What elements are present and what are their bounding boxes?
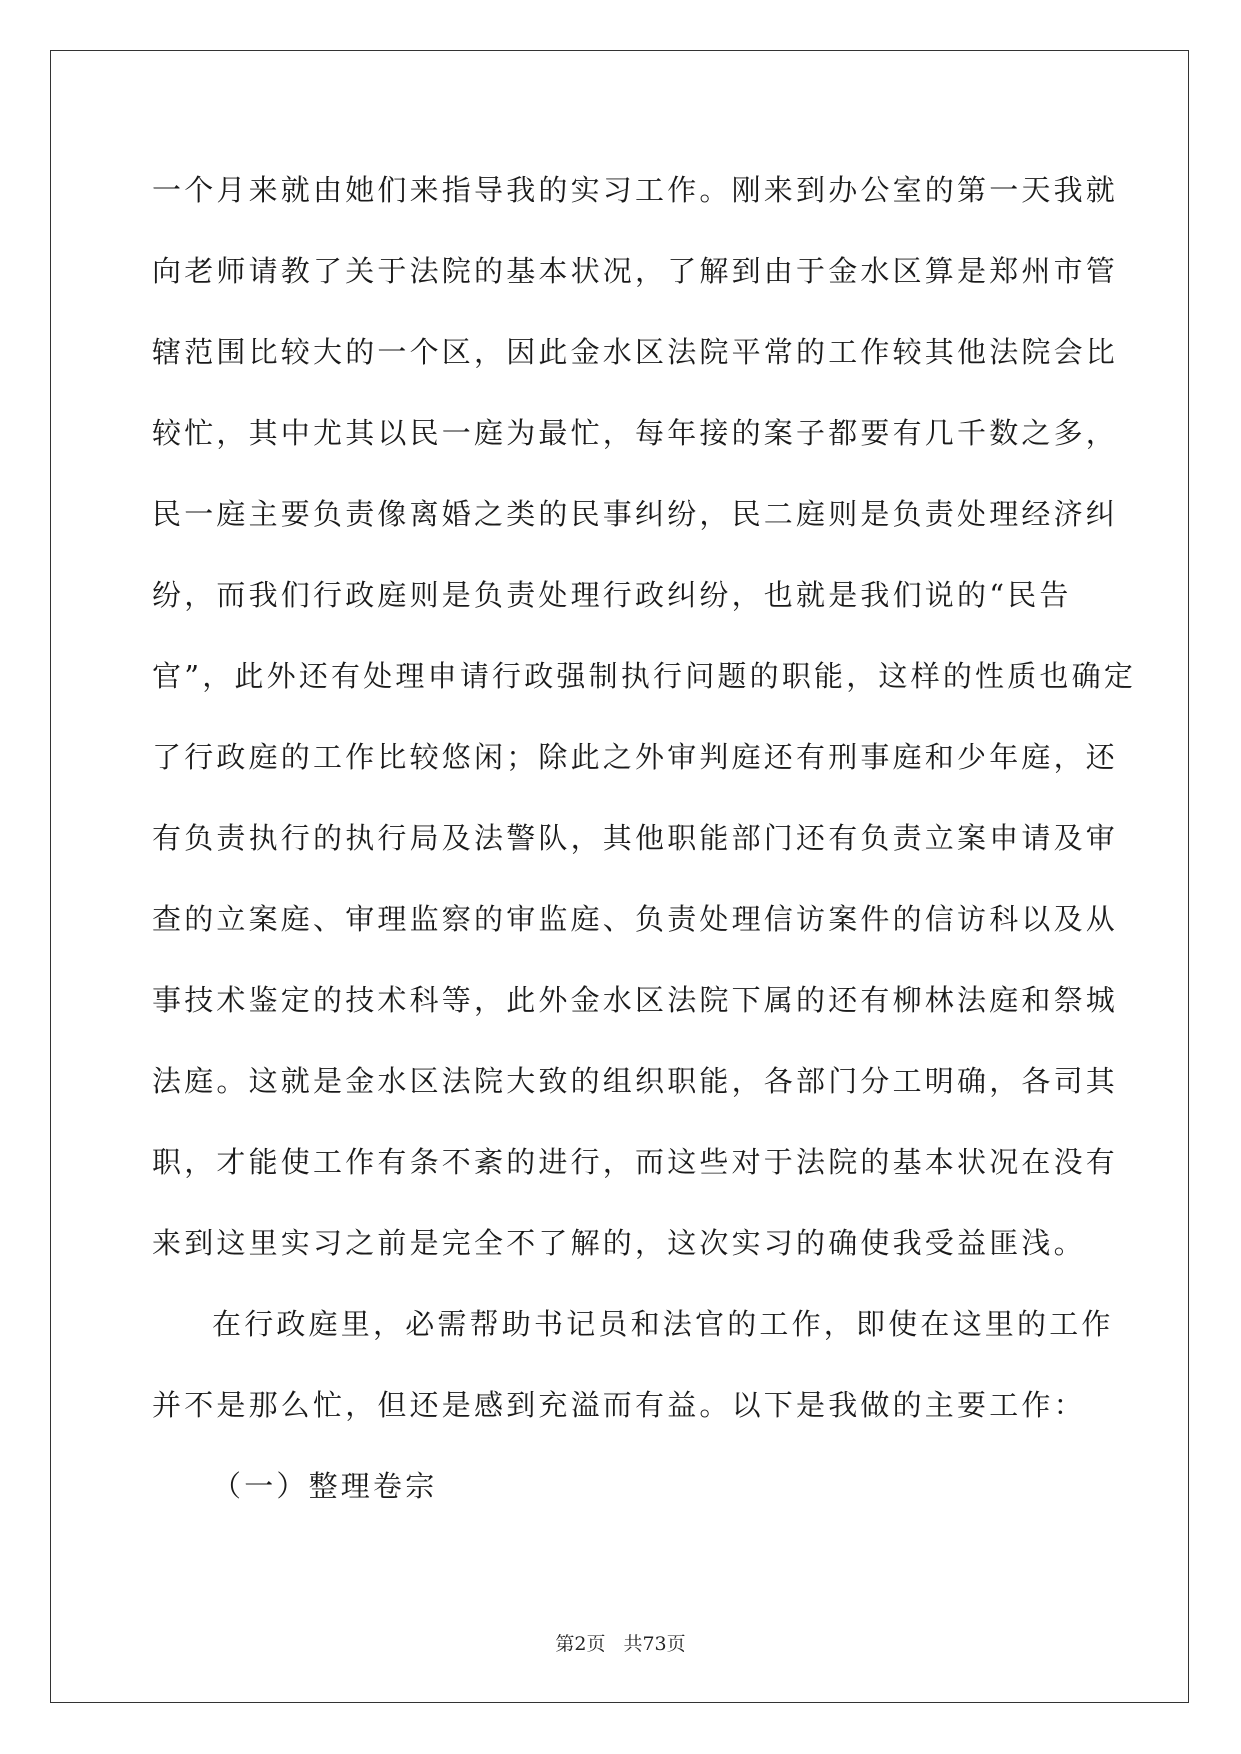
page-footer [0, 1632, 1241, 1656]
text-line: 来到这里实习之前是完全不了解的，这次实习的确使我受益匪浅。 [152, 1226, 1086, 1260]
text-line: 了行政庭的工作比较悠闲；除此之外审判庭还有刑事庭和少年庭，还 [152, 740, 1119, 774]
text-line: 职，才能使工作有条不紊的进行，而这些对于法院的基本状况在没有 [152, 1145, 1119, 1179]
text-line: 民一庭主要负责像离婚之类的民事纠纷，民二庭则是负责处理经济纠 [152, 497, 1119, 531]
text-line: 法庭。这就是金水区法院大致的组织职能，各部门分工明确，各司其 [152, 1064, 1119, 1098]
text-line: 有负责执行的执行局及法警队，其他职能部门还有负责立案申请及审 [152, 821, 1119, 855]
text-line: 官”，此外还有处理申请行政强制执行问题的职能，这样的性质也确定 [152, 659, 1137, 693]
text-line: 向老师请教了关于法院的基本状况，了解到由于金水区算是郑州市管 [152, 254, 1119, 288]
text-line: 事技术鉴定的技术科等，此外金水区法院下属的还有柳林法庭和祭城 [152, 983, 1119, 1017]
text-line: 一个月来就由她们来指导我的实习工作。刚来到办公室的第一天我就 [152, 173, 1119, 207]
page-total: 共73页 [623, 1633, 686, 1655]
text-line: 查的立案庭、审理监察的审监庭、负责处理信访案件的信访科以及从 [152, 902, 1119, 936]
document-body [152, 160, 1137, 1537]
section-heading: （一）整理卷宗 [212, 1469, 438, 1503]
text-line: 纷，而我们行政庭则是负责处理行政纠纷，也就是我们说的“民告 [152, 578, 1072, 612]
page-number: 第2页 [555, 1633, 606, 1655]
text-line: 辖范围比较大的一个区，因此金水区法院平常的工作较其他法院会比 [152, 335, 1119, 369]
text-line: 并不是那么忙，但还是感到充溢而有益。以下是我做的主要工作： [152, 1388, 1086, 1422]
paragraph-start-line: 在行政庭里，必需帮助书记员和法官的工作，即使在这里的工作 [212, 1307, 1114, 1341]
text-line: 较忙，其中尤其以民一庭为最忙，每年接的案子都要有几千数之多， [152, 416, 1119, 450]
